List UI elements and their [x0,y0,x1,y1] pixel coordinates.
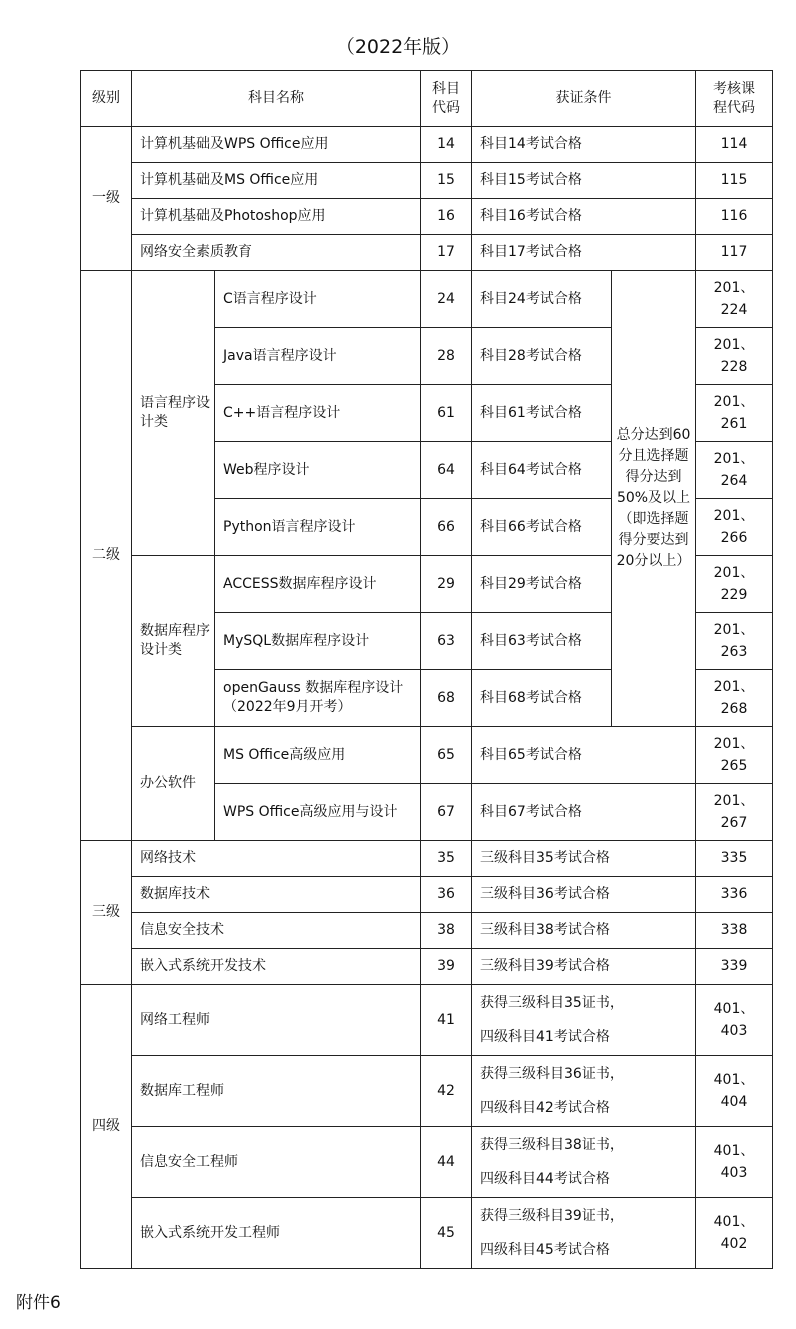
condition: 科目67考试合格 [472,784,696,841]
subject-code: 68 [421,670,472,727]
subject-name: 计算机基础及Photoshop应用 [132,199,421,235]
subject-code: 41 [421,985,472,1056]
level-2-score-note: 总分达到60分且选择题得分达到50%及以上（即选择题得分要达到20分以上） [612,271,696,727]
course-code: 201、 264 [696,442,773,499]
course-code: 401、 403 [696,985,773,1056]
level-4-label: 四级 [81,985,132,1269]
course-code: 201、 265 [696,727,773,784]
condition: 科目15考试合格 [472,163,696,199]
condition: 科目28考试合格 [472,328,612,385]
condition-line-2: 四级科目41考试合格 [480,1029,610,1045]
condition: 科目64考试合格 [472,442,612,499]
condition: 科目24考试合格 [472,271,612,328]
subject-name: 网络技术 [132,841,421,877]
condition: 科目66考试合格 [472,499,612,556]
condition: 科目29考试合格 [472,556,612,613]
subject-code: 66 [421,499,472,556]
subject-name: 数据库技术 [132,877,421,913]
table-row [81,913,773,949]
subject-code: 15 [421,163,472,199]
condition: 三级科目39考试合格 [472,949,696,985]
course-code: 201、 267 [696,784,773,841]
course-code: 201、 224 [696,271,773,328]
condition [472,1056,696,1127]
condition: 科目61考试合格 [472,385,612,442]
condition [472,985,696,1056]
table-row [81,199,773,235]
condition-line-2: 四级科目42考试合格 [480,1100,610,1116]
subject-name: Web程序设计 [215,442,421,499]
subject-name: Java语言程序设计 [215,328,421,385]
level-1-label: 一级 [81,127,132,271]
condition-line-1: 获得三级科目36证书， [480,1066,624,1082]
subject-code: 17 [421,235,472,271]
course-code: 335 [696,841,773,877]
table-row [81,727,773,784]
category-label: 语言程序设计类 [132,271,215,556]
course-code: 336 [696,877,773,913]
course-code: 116 [696,199,773,235]
condition: 三级科目35考试合格 [472,841,696,877]
table-row [81,1127,773,1198]
subject-name: 数据库工程师 [132,1056,421,1127]
table-row [81,985,773,1056]
subject-code: 64 [421,442,472,499]
subject-name: 网络工程师 [132,985,421,1056]
category-label: 数据库程序设计类 [132,556,215,727]
course-code: 401、 403 [696,1127,773,1198]
subject-name: 嵌入式系统开发技术 [132,949,421,985]
condition [472,1198,696,1269]
subject-name: 网络安全素质教育 [132,235,421,271]
subject-code: 35 [421,841,472,877]
subject-code: 28 [421,328,472,385]
course-code: 201、 268 [696,670,773,727]
condition: 科目14考试合格 [472,127,696,163]
course-code: 401、 404 [696,1056,773,1127]
condition: 科目16考试合格 [472,199,696,235]
subject-code: 38 [421,913,472,949]
condition-line-2: 四级科目45考试合格 [480,1242,610,1258]
subject-code: 36 [421,877,472,913]
course-code: 117 [696,235,773,271]
subject-name: 计算机基础及MS Office应用 [132,163,421,199]
table-header-row [81,71,773,127]
header-code: 科目 代码 [421,71,472,127]
exam-subject-table [80,70,773,1269]
table-row [81,841,773,877]
subject-code: 29 [421,556,472,613]
table-row [81,271,773,328]
subject-name: WPS Office高级应用与设计 [215,784,421,841]
subject-name: openGauss 数据库程序设计（2022年9月开考） [215,670,421,727]
page-title: （2022年版） [335,36,461,58]
category-label: 办公软件 [132,727,215,841]
condition [472,1127,696,1198]
subject-code: 67 [421,784,472,841]
condition-line-1: 获得三级科目38证书， [480,1137,624,1153]
subject-code: 24 [421,271,472,328]
subject-name: MySQL数据库程序设计 [215,613,421,670]
subject-code: 16 [421,199,472,235]
table-row [81,163,773,199]
subject-code: 61 [421,385,472,442]
subject-code: 14 [421,127,472,163]
subject-code: 42 [421,1056,472,1127]
condition-line-1: 获得三级科目35证书， [480,995,624,1011]
course-code: 338 [696,913,773,949]
subject-name: 信息安全技术 [132,913,421,949]
course-code: 115 [696,163,773,199]
annex-label: 附件6 [16,1293,61,1313]
header-course: 考核课 程代码 [696,71,773,127]
course-code: 201、 261 [696,385,773,442]
subject-name: MS Office高级应用 [215,727,421,784]
condition-line-1: 获得三级科目39证书， [480,1208,624,1224]
condition-line-2: 四级科目44考试合格 [480,1171,610,1187]
condition: 科目68考试合格 [472,670,612,727]
level-3-label: 三级 [81,841,132,985]
subject-code: 45 [421,1198,472,1269]
subject-name: 嵌入式系统开发工程师 [132,1198,421,1269]
subject-code: 63 [421,613,472,670]
header-subject: 科目名称 [132,71,421,127]
subject-name: C语言程序设计 [215,271,421,328]
subject-name: ACCESS数据库程序设计 [215,556,421,613]
table-row [81,127,773,163]
course-code: 201、 263 [696,613,773,670]
table-row [81,949,773,985]
header-condition: 获证条件 [472,71,696,127]
course-code: 339 [696,949,773,985]
subject-name: C++语言程序设计 [215,385,421,442]
table-row [81,235,773,271]
condition: 三级科目38考试合格 [472,913,696,949]
course-code: 114 [696,127,773,163]
subject-code: 39 [421,949,472,985]
level-2-label: 二级 [81,271,132,841]
course-code: 401、 402 [696,1198,773,1269]
condition: 科目65考试合格 [472,727,696,784]
subject-name: 计算机基础及WPS Office应用 [132,127,421,163]
table-row [81,877,773,913]
subject-code: 65 [421,727,472,784]
table-row [81,1198,773,1269]
condition: 科目17考试合格 [472,235,696,271]
subject-code: 44 [421,1127,472,1198]
course-code: 201、 229 [696,556,773,613]
header-level: 级别 [81,71,132,127]
condition: 科目63考试合格 [472,613,612,670]
subject-name: 信息安全工程师 [132,1127,421,1198]
condition: 三级科目36考试合格 [472,877,696,913]
subject-name: Python语言程序设计 [215,499,421,556]
course-code: 201、 228 [696,328,773,385]
course-code: 201、 266 [696,499,773,556]
table-row [81,1056,773,1127]
